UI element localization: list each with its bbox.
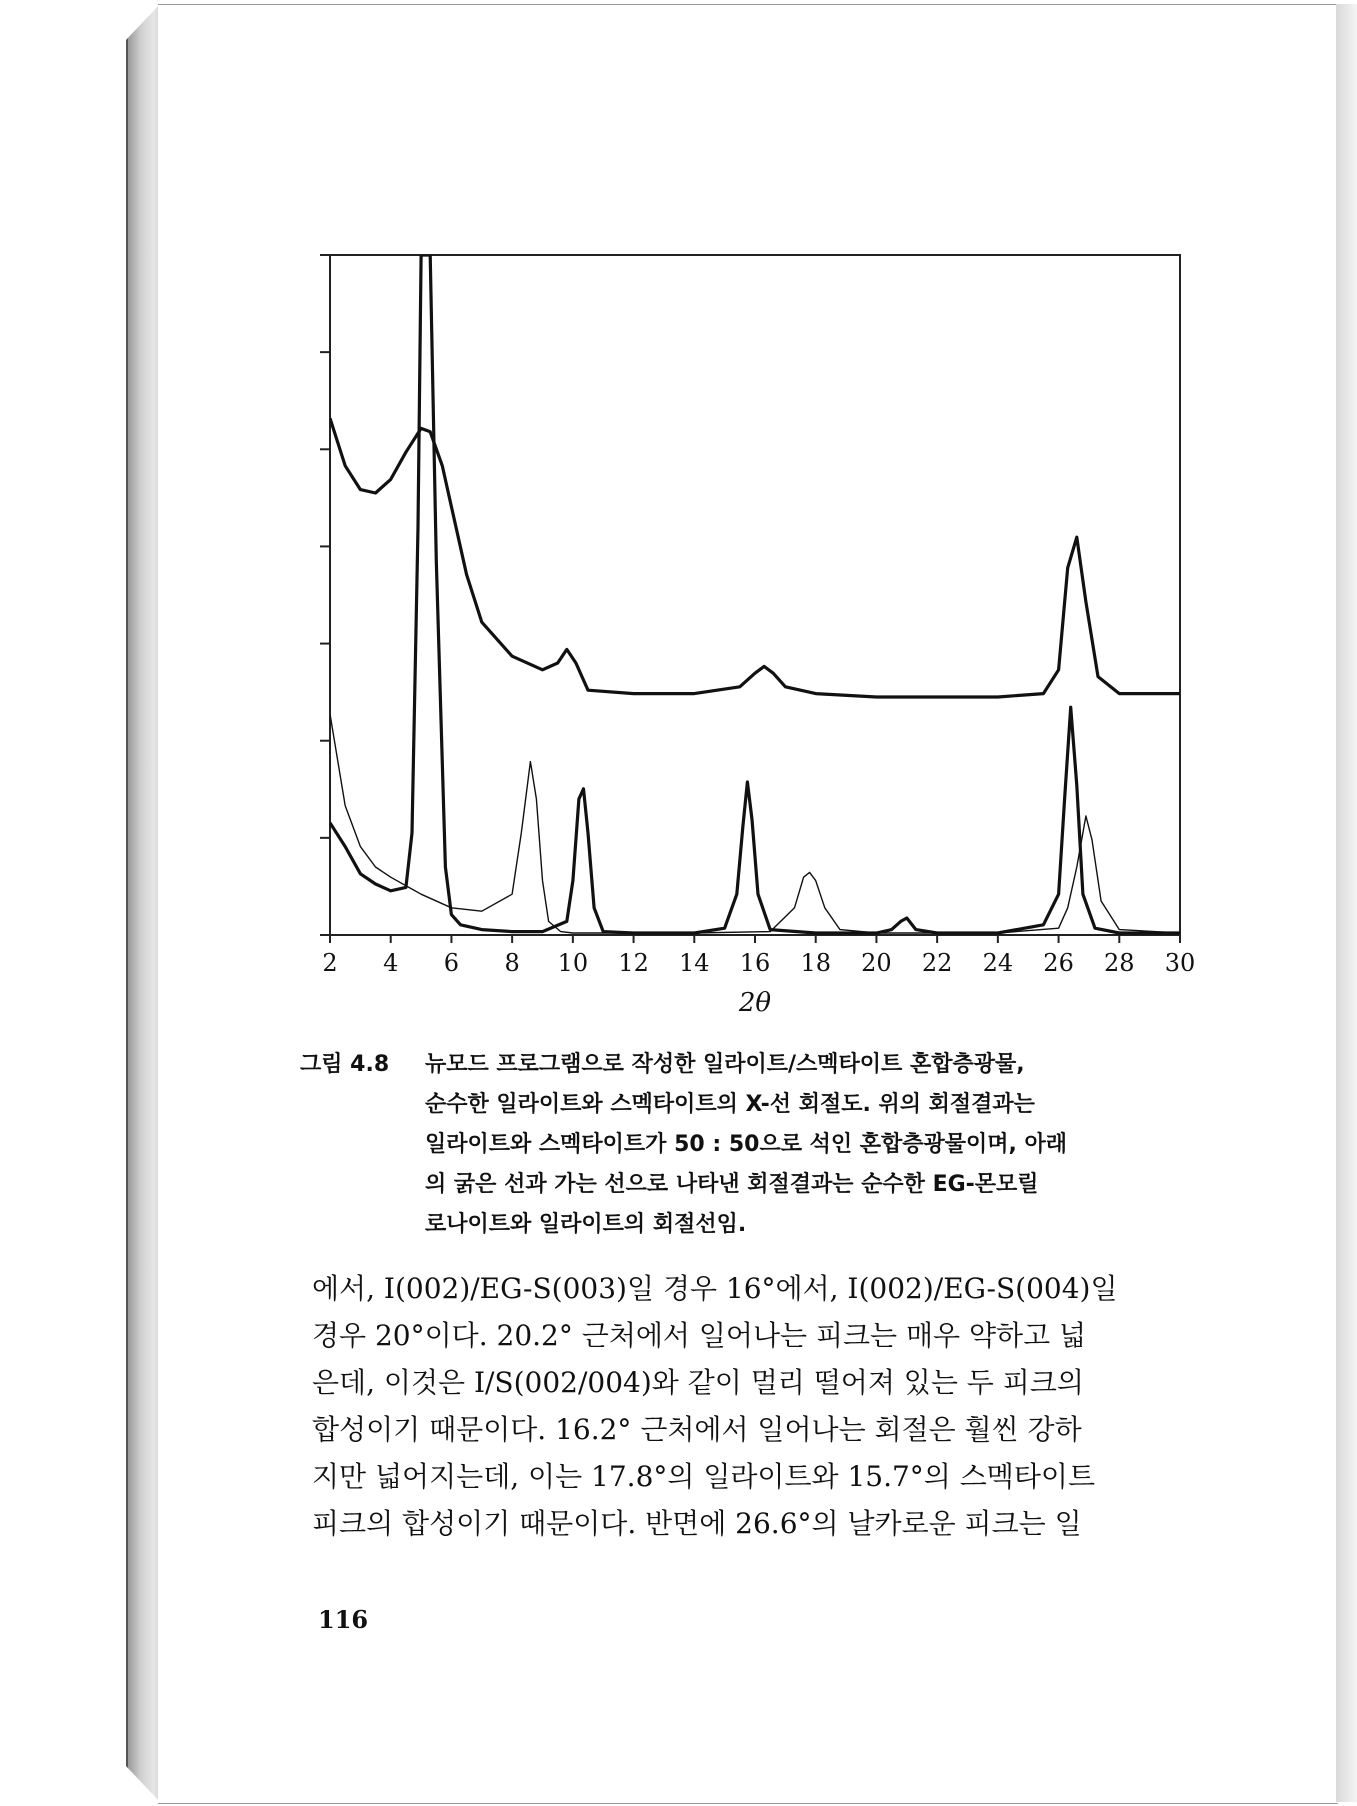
- x-tick-label: 14: [679, 949, 710, 977]
- page-number: 116: [318, 1605, 369, 1634]
- x-tick-label: 24: [982, 949, 1014, 977]
- caption-line: 로나이트와 일라이트의 회절선임.: [425, 1212, 747, 1237]
- x-tick-label: 8: [504, 949, 520, 977]
- x-tick-label: 16: [739, 949, 771, 977]
- caption-line: 순수한 일라이트와 스멕타이트의 X-선 회절도. 위의 회절결과는: [425, 1092, 1035, 1117]
- book-spine-face: [126, 4, 160, 1802]
- xrd-figure: [300, 245, 1220, 1025]
- caption-line: 일라이트와 스멕타이트가 50 : 50으로 석인 혼합층광물이며, 아래: [425, 1132, 1068, 1157]
- plot-frame: [330, 255, 1180, 935]
- caption-line: 뉴모드 프로그램으로 작성한 일라이트/스멕타이트 혼합층광물,: [425, 1052, 1025, 1077]
- xrd-chart: [300, 245, 1220, 1025]
- x-tick-label: 28: [1104, 949, 1135, 977]
- x-tick-label: 20: [861, 949, 892, 977]
- page-edge-shadow: [1336, 4, 1357, 1802]
- x-tick-label: 26: [1043, 949, 1074, 977]
- body-paragraph: [312, 1265, 1212, 1547]
- book-spine: [0, 0, 158, 1806]
- series-line-3: [330, 714, 1180, 933]
- caption-label: 그림 4.8: [300, 1052, 390, 1077]
- x-tick-label: 18: [800, 949, 831, 977]
- caption-text: [425, 1045, 1210, 1245]
- series-line-2: [330, 255, 1180, 933]
- body-line: 은데, 이것은 I/S(002/004)와 같이 멀리 떨어져 있는 두 피크의: [312, 1366, 1084, 1399]
- x-tick-label: 12: [618, 949, 649, 977]
- body-line: 지만 넓어지는데, 이는 17.8°의 일라이트와 15.7°의 스멕타이트: [312, 1460, 1096, 1493]
- x-tick-label: 2: [322, 949, 338, 977]
- body-line: 피크의 합성이기 때문이다. 반면에 26.6°의 날카로운 피크는 일: [312, 1507, 1082, 1540]
- x-tick-label: 4: [383, 949, 399, 977]
- body-line: 에서, I(002)/EG-S(003)일 경우 16°에서, I(002)/EG-S(004)일: [312, 1272, 1118, 1305]
- figure-caption: [300, 1045, 1210, 1245]
- x-tick-label: 30: [1164, 949, 1196, 977]
- body-line: 경우 20°이다. 20.2° 근처에서 일어나는 피크는 매우 약하고 넓: [312, 1319, 1087, 1352]
- caption-line: 의 굵은 선과 가는 선으로 나타낸 회절결과는 순수한 EG-몬모릴: [425, 1172, 1039, 1197]
- x-axis-title: 2θ: [738, 988, 772, 1018]
- series-line-1: [330, 418, 1180, 697]
- x-tick-label: 6: [443, 949, 460, 977]
- x-tick-label: 22: [921, 949, 953, 977]
- body-line: 합성이기 때문이다. 16.2° 근처에서 일어나는 회절은 훨씬 강하: [312, 1413, 1082, 1446]
- x-tick-label: 10: [557, 949, 589, 977]
